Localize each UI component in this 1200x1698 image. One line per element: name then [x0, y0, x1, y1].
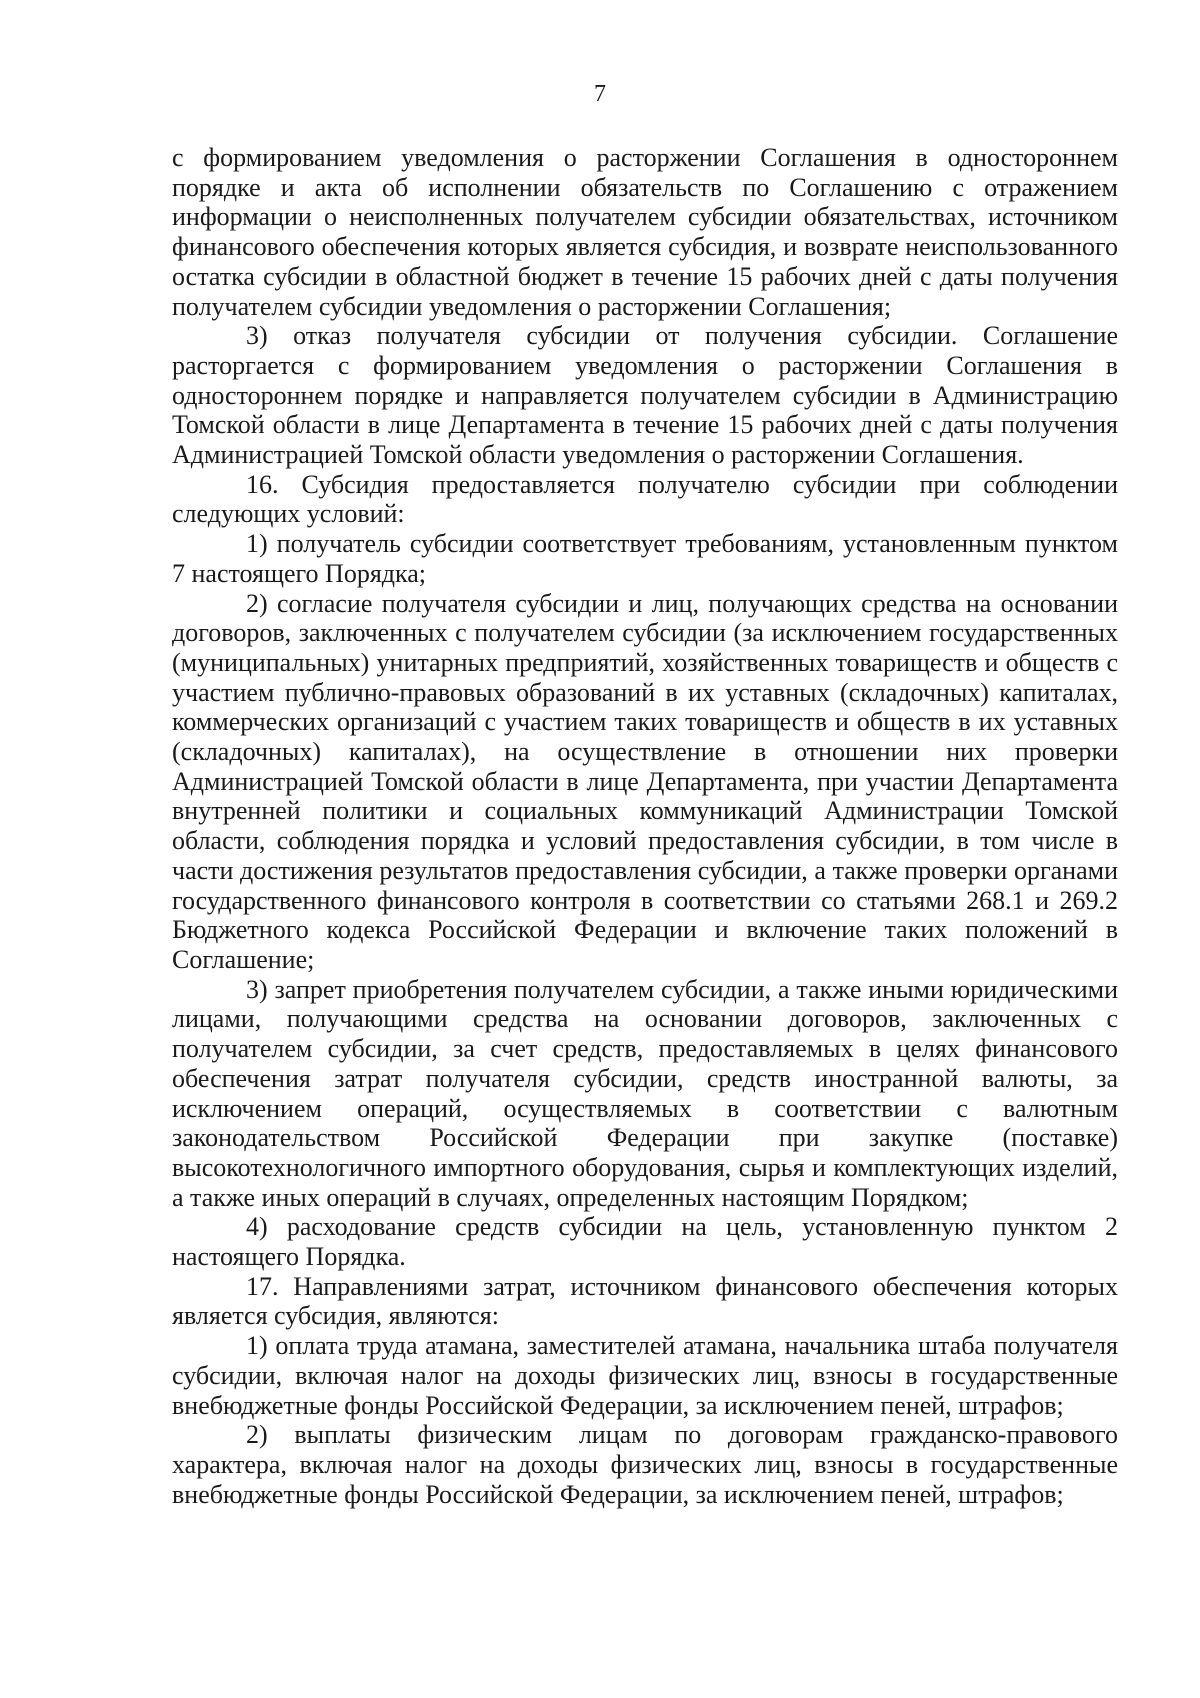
paragraph-16-item-3: 3) запрет приобретения получателем субсидии, а также иными юридическими лицами, получающими средства на основании договоров, заключенных с получателем субсидии, за счет средств, предоставляемых в целях финансового обеспечения затрат получателя субсидии, средств иностранной валюты, за исключением операций, осуществляемых в соответствии с валютным законодательством Российской Федерации при закупке (поставке) высокотехнологичного импортного оборудования, сырья и комплектующих изделий, а также иных операций в случаях, определенных настоящим Порядком; [172, 974, 1118, 1212]
paragraph-section-17: 17. Направлениями затрат, источником финансового обеспечения которых является субсидия, являются: [172, 1271, 1118, 1331]
paragraph-section-16: 16. Субсидия предоставляется получателю субсидии при соблюдении следующих условий: [172, 469, 1118, 529]
document-body [172, 143, 1118, 1509]
page-number: 7 [594, 81, 606, 107]
paragraph-17-item-2: 2) выплаты физическим лицам по договорам гражданско-правового характера, включая налог на доходы физических лиц, взносы в государственные внебюджетные фонды Российской Федерации, за исключением пеней, штрафов; [172, 1420, 1118, 1509]
paragraph-16-item-4: 4) расходование средств субсидии на цель, установленную пунктом 2 настоящего Порядка. [172, 1212, 1118, 1272]
paragraph-17-item-1: 1) оплата труда атамана, заместителей атамана, начальника штаба получателя субсидии, включая налог на доходы физических лиц, взносы в государственные внебюджетные фонды Российской Федерации, за исключением пеней, штрафов; [172, 1331, 1118, 1420]
paragraph-16-item-2: 2) согласие получателя субсидии и лиц, получающих средства на основании договоров, заключенных с получателем субсидии (за исключением государственных (муниципальных) унитарных предприятий, хозяйственных товариществ и обществ с участием публично-правовых образований в их уставных (складочных) капиталах, коммерческих организаций с участием таких товариществ и обществ в их уставных (складочных) капиталах), на осуществление в отношении них проверки Администрацией Томской области в лице Департамента, при участии Департамента внутренней политики и социальных коммуникаций Администрации Томской области, соблюдения порядка и условий предоставления субсидии, в том числе в части достижения результатов предоставления субсидии, а также проверки органами государственного финансового контроля в соответствии со статьями 268.1 и 269.2 Бюджетного кодекса Российской Федерации и включение таких положений в Соглашение; [172, 588, 1118, 974]
paragraph-16-item-1: 1) получатель субсидии соответствует требованиям, установленным пунктом 7 настоящего Порядка; [172, 529, 1118, 588]
paragraph-item-3-refusal: 3) отказ получателя субсидии от получения субсидии. Соглашение расторгается с формированием уведомления о расторжении Соглашения в одностороннем порядке и направляется получателем субсидии в Администрацию Томской области в лице Департамента в течение 15 рабочих дней с даты получения Администрацией Томской области уведомления о расторжении Соглашения. [172, 321, 1118, 470]
paragraph-continuation: с формированием уведомления о расторжении Соглашения в одностороннем порядке и акта об исполнении обязательств по Соглашению с отражением информации о неисполненных получателем субсидии обязательствах, источником финансового обеспечения которых является субсидия, и возврате неиспользованного остатка субсидии в областной бюджет в течение 15 рабочих дней с даты получения получателем субсидии уведомления о расторжении Соглашения; [172, 143, 1118, 321]
